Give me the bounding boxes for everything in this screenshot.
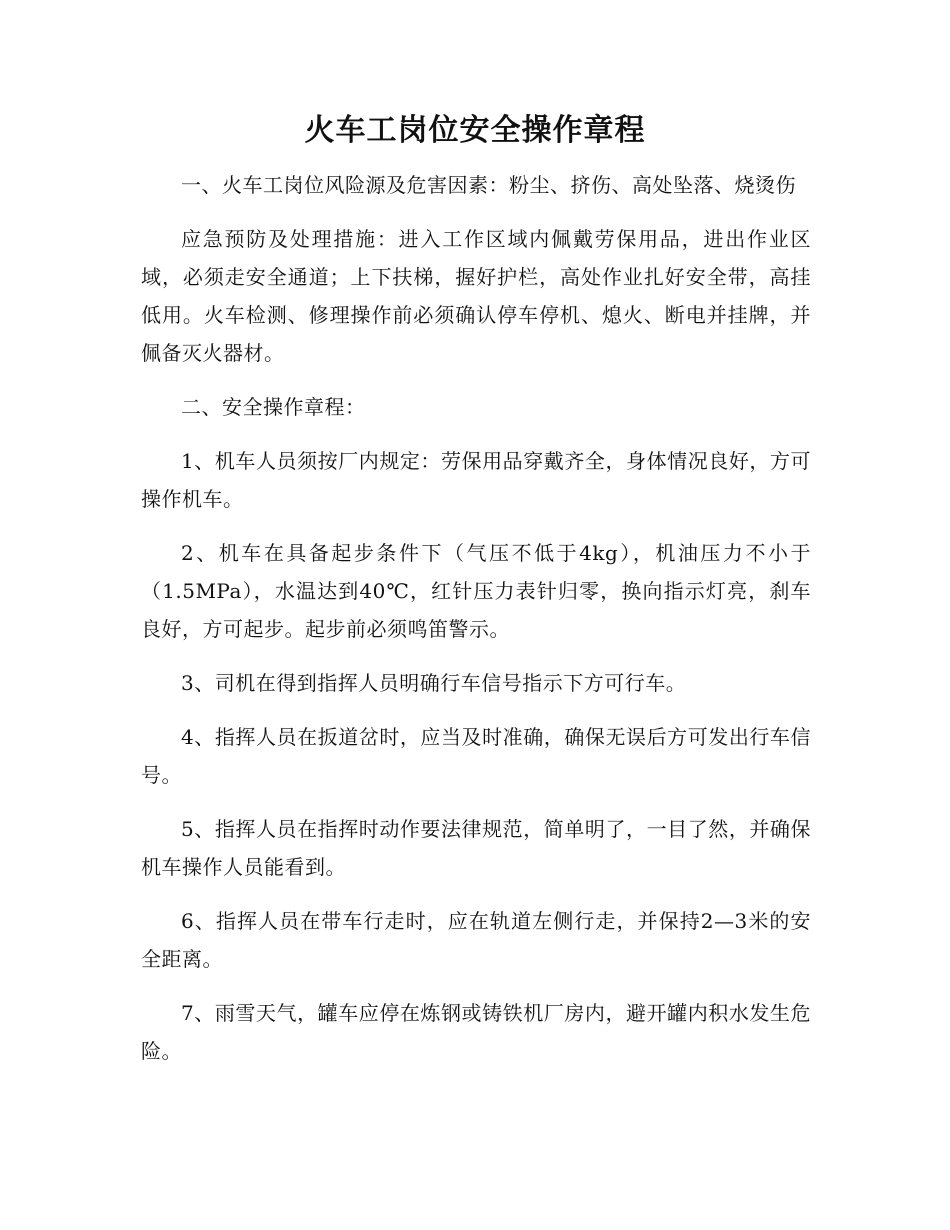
rule-item-3: 3、司机在得到指挥人员明确行车信号指示下方可行车。 — [181, 671, 687, 695]
rule-item-5: 5、指挥人员在指挥时动作要法律规范，简单明了，一目了然，并确保机车操作人员能看到。 — [141, 817, 811, 879]
rule-item-1: 1、机车人员须按厂内规定：劳保用品穿戴齐全，身体情况良好，方可操作机车。 — [141, 449, 811, 511]
document-title: 火车工岗位安全操作章程 — [304, 113, 646, 148]
section-heading: 二、安全操作章程： — [181, 395, 366, 419]
rule-item-4: 4、指挥人员在扳道岔时，应当及时准确，确保无误后方可发出行车信号。 — [141, 725, 811, 787]
rule-item-2: 2、机车在具备起步条件下（气压不低于4kg），机油压力不小于（1.5MPa），水温达到40℃，红针压力表针归零，换向指示灯亮，刹车良好，方可起步。起步前必须鸣笛警示。 — [141, 541, 811, 641]
rule-item-6: 6、指挥人员在带车行走时，应在轨道左侧行走，并保持2—3米的安全距离。 — [141, 909, 811, 971]
emergency-measures-paragraph: 应急预防及处理措施：进入工作区域内佩戴劳保用品，进出作业区域，必须走安全通道；上下扶梯，握好护栏，高处作业扎好安全带，高挂低用。火车检测、修理操作前必须确认停车停机、熄火、断电并挂牌，并佩备灭火器材。 — [141, 227, 811, 365]
hazard-paragraph: 一、火车工岗位风险源及危害因素：粉尘、挤伤、高处坠落、烧烫伤 — [181, 173, 796, 197]
rule-item-7: 7、雨雪天气，罐车应停在炼钢或铸铁机厂房内，避开罐内积水发生危险。 — [141, 1001, 811, 1063]
document-body — [141, 166, 811, 1086]
